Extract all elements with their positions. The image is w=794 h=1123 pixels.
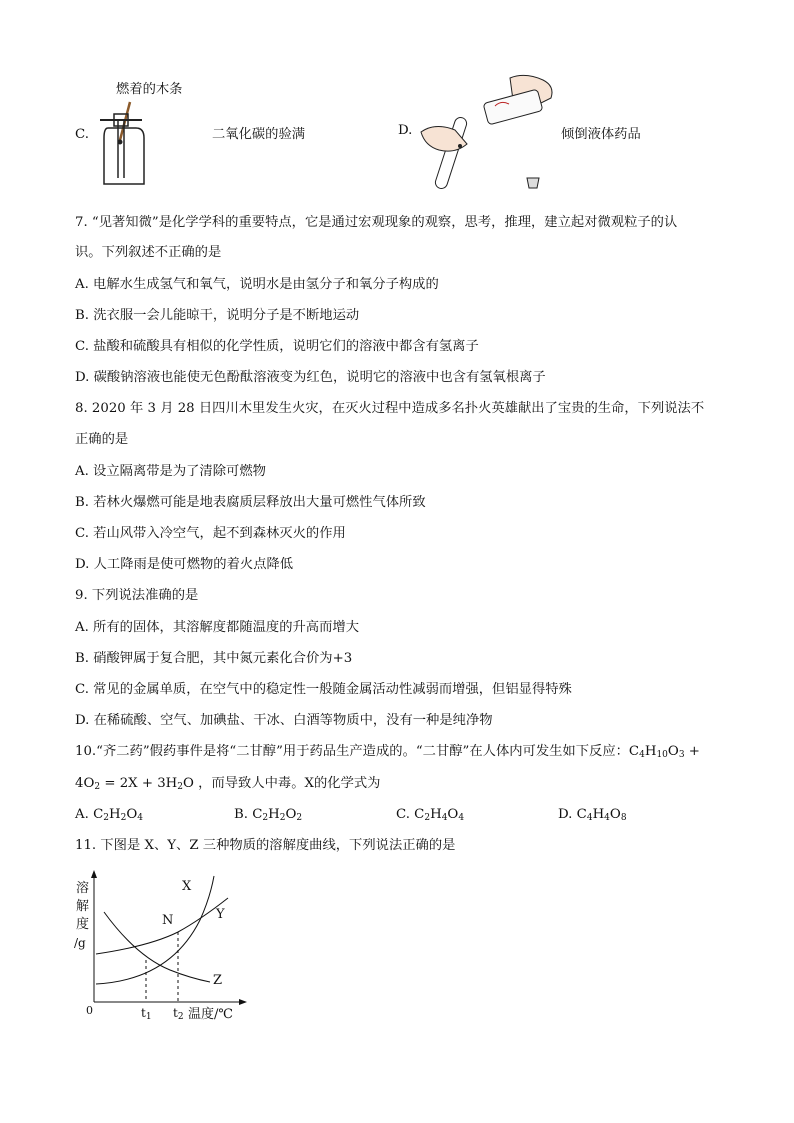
q10-option-c: C. $C_2H_4O_4$ bbox=[396, 807, 465, 823]
q10-option-b: B. $C_2H_2O_2$ bbox=[234, 807, 303, 823]
q10-option-a: A. $C_2H_2O_4$ bbox=[75, 807, 143, 823]
q8-option-a: A. 设立隔离带是为了清除可燃物 bbox=[75, 464, 266, 479]
t2-label: $t_2$ bbox=[173, 1006, 184, 1022]
q8-option-c: C. 若山风带入冷空气，起不到森林灭火的作用 bbox=[75, 526, 346, 541]
option-d-label: D. bbox=[398, 123, 413, 138]
q9-stem: 9. 下列说法准确的是 bbox=[75, 588, 199, 603]
origin-label: 0 bbox=[86, 1004, 93, 1017]
q10-stem-text: 10.“齐二药”假药事件是将“二甘醇”用于药品生产造成的。“二甘醇”在人体内可发生如下反应： bbox=[75, 744, 629, 759]
q10-stem-line-1 bbox=[75, 744, 700, 760]
q9-option-d: D. 在稀硫酸、空气、加碘盐、干冰、白酒等物质中，没有一种是纯净物 bbox=[75, 713, 493, 728]
y-axis-arrow bbox=[91, 870, 97, 878]
q7-stem-line-2: 识。下列叙述不正确的是 bbox=[75, 245, 222, 260]
q7-stem-line-1: 7. “见著知微”是化学学科的重要特点，它是通过宏观现象的观察，思考，推理，建立起对微观粒子的认 bbox=[75, 215, 678, 230]
curve-z-label: Z bbox=[213, 973, 223, 988]
pouring-liquid-illustration bbox=[415, 70, 560, 195]
x-axis-arrow bbox=[239, 999, 247, 1005]
q7-option-d: D. 碳酸钠溶液也能使无色酚酞溶液变为红色，说明它的溶液中也含有氢氧根离子 bbox=[75, 370, 546, 385]
option-d-caption: 倾倒液体药品 bbox=[561, 127, 641, 142]
y-axis-label-3: 度 bbox=[76, 917, 90, 932]
q9-option-c: C. 常见的金属单质，在空气中的稳定性一般随金属活动性减弱而增强，但铝显得特殊 bbox=[75, 682, 572, 697]
y-axis-label-4: /g bbox=[74, 936, 86, 950]
curve-x bbox=[96, 876, 214, 984]
co2-bottle-illustration bbox=[96, 98, 156, 190]
curve-x-label: X bbox=[182, 879, 192, 894]
q10-stem-line-2: $4O_2 = 2X + 3H_2O$ ，而导致人中毒。X的化学式为 bbox=[75, 776, 381, 792]
option-c-label: C. bbox=[75, 127, 89, 142]
q7-option-a: A. 电解水生成氢气和氧气，说明水是由氢分子和氧分子构成的 bbox=[75, 277, 439, 292]
q8-stem-line-1: 8. 2020 年 3 月 28 日四川木里发生火灾，在灭火过程中造成多名扑火英雄献出了宝贵的生命，下列说法不 bbox=[75, 401, 705, 416]
q7-option-b: B. 洗衣服一会儿能晾干，说明分子是不断地运动 bbox=[75, 308, 360, 323]
option-c-caption: 二氧化碳的验满 bbox=[212, 127, 306, 142]
c-top-caption: 燃着的木条 bbox=[116, 82, 183, 97]
q9-option-a: A. 所有的固体，其溶解度都随温度的升高而增大 bbox=[75, 620, 359, 635]
q8-option-d: D. 人工降雨是使可燃物的着火点降低 bbox=[75, 557, 294, 572]
x-axis-label: 温度/℃ bbox=[188, 1007, 233, 1022]
q10-reactant: $C_4H_{10}O_3$ + bbox=[628, 744, 700, 760]
q8-stem-line-2: 正确的是 bbox=[75, 432, 129, 447]
point-n-label: N bbox=[162, 913, 174, 928]
q7-option-c: C. 盐酸和硫酸具有相似的化学性质，说明它们的溶液中都含有氢离子 bbox=[75, 339, 479, 354]
q10-option-d: D. $C_4H_4O_8$ bbox=[558, 807, 627, 823]
q8-option-b: B. 若林火爆燃可能是地表腐质层释放出大量可燃性气体所致 bbox=[75, 495, 426, 510]
curve-y-label: Y bbox=[216, 907, 225, 922]
y-axis-label-1: 溶 bbox=[76, 881, 90, 896]
t1-label: $t_1$ bbox=[141, 1006, 152, 1022]
y-axis-label-2: 解 bbox=[76, 899, 90, 914]
q11-stem: 11. 下图是 X、Y、Z 三种物质的溶解度曲线，下列说法正确的是 bbox=[75, 838, 456, 853]
solubility-graph bbox=[70, 868, 250, 1028]
q9-option-b: B. 硝酸钾属于复合肥，其中氮元素化合价为+3 bbox=[75, 651, 353, 666]
